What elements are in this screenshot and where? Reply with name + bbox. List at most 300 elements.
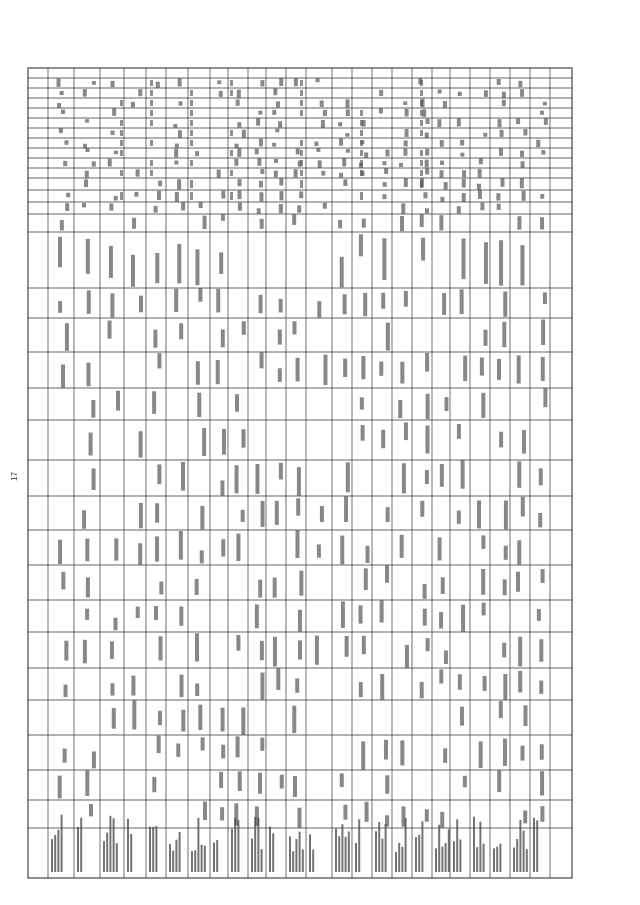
- cell-text-mark: [275, 129, 279, 133]
- cell-text-mark: [154, 206, 158, 213]
- cell-text-mark: [439, 612, 443, 629]
- cell-text-mark: [299, 571, 303, 596]
- cell-text-mark: [63, 161, 67, 166]
- cell-text-mark: [238, 179, 242, 186]
- cell-text-mark: [460, 153, 464, 157]
- description-text-mark: [216, 840, 218, 872]
- cell-text-mark: [462, 170, 466, 177]
- cell-text-mark: [320, 506, 324, 522]
- cell-text-mark: [158, 181, 162, 187]
- cell-text-mark: [457, 118, 461, 126]
- cell-text-mark: [503, 739, 507, 766]
- cell-text-mark: [66, 193, 70, 197]
- header-text-mark: [190, 180, 193, 188]
- cell-text-mark: [241, 510, 245, 522]
- cell-text-mark: [426, 119, 430, 124]
- header-text-mark: [360, 160, 363, 166]
- description-text-mark: [130, 834, 132, 872]
- header-text-mark: [120, 192, 123, 200]
- description-text-mark: [401, 847, 403, 872]
- description-text-mark: [106, 833, 108, 872]
- cell-text-mark: [202, 428, 206, 456]
- cell-text-mark: [521, 161, 525, 168]
- cell-text-mark: [258, 580, 262, 598]
- cell-text-mark: [260, 641, 264, 660]
- cell-text-mark: [443, 748, 447, 763]
- header-text-mark: [230, 80, 233, 86]
- cell-text-mark: [497, 79, 501, 85]
- cell-text-mark: [420, 214, 424, 227]
- cell-text-mark: [242, 429, 246, 447]
- header-text-mark: [120, 120, 123, 126]
- cell-text-mark: [316, 148, 320, 152]
- cell-text-mark: [543, 292, 547, 304]
- cell-text-mark: [405, 129, 409, 137]
- cell-text-mark: [386, 507, 390, 522]
- cell-text-mark: [457, 511, 461, 524]
- cell-text-mark: [59, 128, 63, 133]
- cell-text-mark: [361, 425, 365, 441]
- header-text-mark: [150, 140, 153, 146]
- cell-text-mark: [260, 169, 264, 174]
- description-text-mark: [358, 819, 360, 872]
- description-text-mark: [395, 852, 397, 872]
- cell-text-mark: [279, 178, 283, 185]
- cell-text-mark: [157, 191, 161, 200]
- header-text-mark: [300, 80, 303, 86]
- cell-text-mark: [294, 169, 298, 177]
- cell-text-mark: [520, 89, 524, 97]
- cell-text-mark: [362, 219, 366, 228]
- cell-text-mark: [315, 636, 319, 665]
- cell-text-mark: [219, 252, 223, 273]
- cell-text-mark: [478, 190, 482, 199]
- cell-text-mark: [297, 205, 301, 212]
- cell-text-mark: [179, 606, 183, 625]
- cell-text-mark: [198, 705, 202, 730]
- cell-text-mark: [242, 321, 246, 334]
- header-text-mark: [150, 170, 153, 176]
- cell-text-mark: [400, 362, 404, 384]
- description-text-mark: [57, 830, 59, 872]
- cell-text-mark: [65, 203, 69, 211]
- header-text-mark: [230, 150, 233, 156]
- cell-text-mark: [425, 160, 429, 168]
- cell-text-mark: [61, 572, 65, 590]
- cell-text-mark: [379, 362, 383, 376]
- cell-text-mark: [257, 208, 261, 213]
- cell-text-mark: [111, 81, 115, 87]
- cell-text-mark: [221, 745, 225, 759]
- cell-text-mark: [460, 289, 464, 314]
- header-text-mark: [300, 90, 303, 96]
- cell-text-mark: [382, 238, 386, 280]
- cell-text-mark: [255, 149, 259, 155]
- header-text-mark: [420, 90, 423, 96]
- description-text-mark: [302, 849, 304, 872]
- cell-text-mark: [131, 676, 135, 696]
- cell-text-mark: [86, 363, 90, 387]
- cell-text-mark: [272, 143, 276, 147]
- cell-text-mark: [381, 430, 385, 449]
- cell-text-mark: [174, 161, 178, 165]
- cell-text-mark: [343, 359, 347, 377]
- cell-text-mark: [61, 110, 65, 114]
- cell-text-mark: [293, 776, 297, 797]
- header-text-mark: [190, 192, 193, 200]
- cell-text-mark: [108, 321, 112, 339]
- cell-text-mark: [477, 184, 481, 190]
- description-text-mark: [103, 841, 105, 872]
- cell-text-mark: [138, 89, 142, 96]
- cell-text-mark: [280, 775, 284, 789]
- cell-text-mark: [402, 463, 406, 493]
- cell-text-mark: [256, 118, 260, 126]
- cell-text-mark: [61, 364, 65, 387]
- cell-text-mark: [522, 191, 526, 201]
- cell-text-mark: [176, 743, 180, 756]
- description-text-mark: [272, 833, 274, 872]
- cell-text-mark: [57, 103, 61, 108]
- cell-text-mark: [178, 130, 182, 138]
- cell-text-mark: [58, 301, 62, 313]
- cell-text-mark: [158, 711, 162, 725]
- cell-text-mark: [521, 746, 525, 761]
- description-text-mark: [536, 820, 538, 872]
- cell-text-mark: [540, 771, 544, 795]
- description-text-mark: [194, 850, 196, 872]
- cell-text-mark: [363, 293, 367, 316]
- cell-text-mark: [323, 355, 327, 385]
- description-text-mark: [299, 832, 301, 872]
- cell-text-mark: [276, 668, 280, 690]
- description-text-mark: [179, 832, 181, 872]
- cell-text-mark: [235, 465, 239, 493]
- description-text-mark: [499, 844, 501, 872]
- cell-text-mark: [383, 182, 387, 187]
- cell-text-mark: [517, 461, 521, 487]
- cell-text-mark: [153, 330, 157, 348]
- description-text-mark: [441, 847, 443, 872]
- cell-text-mark: [523, 810, 527, 823]
- cell-text-mark: [257, 158, 261, 166]
- cell-text-mark: [316, 78, 320, 82]
- header-text-mark: [300, 140, 303, 146]
- cell-text-mark: [497, 119, 501, 127]
- cell-text-mark: [340, 773, 344, 787]
- cell-text-mark: [503, 579, 507, 595]
- description-text-mark: [261, 849, 263, 872]
- description-text-mark: [445, 843, 447, 872]
- cell-text-mark: [63, 749, 67, 763]
- cell-text-mark: [346, 99, 350, 107]
- description-text-mark: [51, 839, 53, 872]
- description-text-mark: [80, 818, 82, 872]
- description-text-mark: [201, 845, 203, 872]
- cell-text-mark: [136, 169, 140, 176]
- cell-text-mark: [364, 152, 368, 157]
- description-text-mark: [335, 829, 337, 872]
- cell-text-mark: [518, 671, 522, 692]
- description-text-mark: [453, 841, 455, 872]
- cell-text-mark: [65, 323, 69, 351]
- description-text-mark: [438, 825, 440, 872]
- cell-text-mark: [85, 148, 89, 152]
- cell-text-mark: [278, 121, 282, 127]
- cell-text-mark: [139, 503, 143, 528]
- cell-text-mark: [220, 807, 224, 820]
- cell-text-mark: [440, 812, 444, 828]
- header-text-mark: [420, 160, 423, 166]
- cell-text-mark: [60, 91, 64, 95]
- description-text-mark: [234, 818, 236, 872]
- cell-text-mark: [481, 535, 485, 548]
- cell-text-mark: [540, 744, 544, 760]
- cell-text-mark: [504, 546, 508, 560]
- cell-text-mark: [323, 110, 327, 116]
- cell-text-mark: [482, 603, 486, 616]
- cell-text-mark: [175, 192, 179, 202]
- cell-text-mark: [404, 178, 408, 187]
- cell-text-mark: [484, 242, 488, 284]
- cell-text-mark: [157, 464, 161, 484]
- cell-text-mark: [200, 550, 204, 563]
- header-text-mark: [190, 90, 193, 96]
- cell-text-mark: [341, 601, 345, 627]
- cell-text-mark: [440, 140, 444, 147]
- cell-text-mark: [197, 393, 201, 417]
- cell-text-mark: [543, 102, 547, 106]
- cell-text-mark: [345, 636, 349, 657]
- header-text-mark: [230, 130, 233, 136]
- cell-text-mark: [201, 737, 205, 750]
- cell-text-mark: [86, 577, 90, 597]
- description-text-mark: [375, 831, 377, 872]
- header-text-mark: [230, 90, 233, 96]
- description-text-mark: [355, 843, 357, 872]
- cell-text-mark: [112, 708, 116, 729]
- cell-text-mark: [401, 203, 405, 213]
- header-text-mark: [150, 160, 153, 166]
- cell-text-mark: [381, 293, 385, 309]
- header-text-mark: [190, 130, 193, 136]
- cell-text-mark: [317, 544, 321, 557]
- cell-text-mark: [423, 192, 427, 198]
- description-text-mark: [448, 829, 450, 872]
- cell-text-mark: [217, 80, 221, 84]
- header-text-mark: [190, 160, 193, 166]
- cell-text-mark: [237, 148, 241, 156]
- cell-text-mark: [478, 169, 482, 177]
- cell-text-mark: [477, 500, 481, 528]
- header-text-mark: [300, 110, 303, 116]
- cell-text-mark: [461, 460, 465, 489]
- cell-text-mark: [338, 122, 342, 126]
- cell-text-mark: [64, 641, 68, 661]
- cell-text-mark: [404, 291, 408, 307]
- cell-text-mark: [85, 539, 89, 562]
- description-text-mark: [421, 821, 423, 872]
- cell-text-mark: [523, 705, 527, 726]
- cell-text-mark: [255, 464, 259, 494]
- cell-text-mark: [321, 120, 325, 128]
- description-text-mark: [251, 839, 253, 872]
- cell-text-mark: [384, 168, 388, 174]
- cell-text-mark: [520, 245, 524, 285]
- header-text-mark: [420, 180, 423, 188]
- cell-text-mark: [504, 501, 508, 530]
- description-text-mark: [54, 835, 56, 872]
- cell-text-mark: [440, 197, 444, 202]
- cell-text-mark: [359, 234, 363, 256]
- cell-text-mark: [237, 90, 241, 98]
- cell-text-mark: [400, 535, 404, 558]
- description-text-mark: [269, 826, 271, 872]
- cell-text-mark: [195, 151, 199, 156]
- cell-text-mark: [237, 122, 241, 127]
- cell-text-mark: [540, 217, 544, 229]
- cell-text-mark: [109, 203, 113, 210]
- cell-text-mark: [460, 707, 464, 726]
- cell-text-mark: [139, 296, 143, 313]
- cell-text-mark: [131, 102, 135, 107]
- header-text-mark: [300, 160, 303, 166]
- description-text-mark: [116, 843, 118, 872]
- description-text-mark: [479, 822, 481, 872]
- cell-text-mark: [380, 674, 384, 700]
- cell-text-mark: [379, 109, 383, 114]
- cell-text-mark: [278, 330, 282, 345]
- cell-text-mark: [58, 237, 62, 268]
- cell-text-mark: [60, 220, 64, 230]
- description-text-mark: [513, 848, 515, 872]
- cell-text-mark: [443, 101, 447, 107]
- description-text-mark: [191, 851, 193, 872]
- header-text-mark: [120, 150, 123, 156]
- cell-text-mark: [276, 101, 280, 107]
- cell-text-mark: [234, 159, 238, 166]
- cell-text-mark: [279, 299, 283, 313]
- cell-text-mark: [382, 194, 386, 199]
- cell-text-mark: [116, 391, 120, 411]
- cell-text-mark: [238, 191, 242, 200]
- cell-text-mark: [420, 501, 424, 517]
- cell-text-mark: [260, 80, 264, 86]
- cell-text-mark: [92, 751, 96, 768]
- cell-text-mark: [502, 643, 506, 658]
- cell-text-mark: [220, 480, 224, 495]
- cell-text-mark: [365, 802, 369, 822]
- cell-text-mark: [346, 462, 350, 492]
- cell-text-mark: [64, 685, 68, 697]
- cell-text-mark: [139, 431, 143, 457]
- cell-text-mark: [216, 360, 220, 384]
- cell-text-mark: [463, 776, 467, 788]
- description-text-mark: [172, 851, 174, 872]
- cell-text-mark: [441, 577, 445, 594]
- header-text-mark: [120, 100, 123, 106]
- cell-text-mark: [260, 738, 264, 751]
- description-text-mark: [459, 839, 461, 872]
- cell-text-mark: [64, 140, 68, 144]
- cell-text-mark: [195, 683, 199, 696]
- description-text-mark: [155, 826, 157, 872]
- cell-text-mark: [426, 638, 430, 651]
- description-text-mark: [496, 847, 498, 872]
- cell-text-mark: [483, 676, 487, 691]
- cell-text-mark: [111, 131, 115, 136]
- description-text-mark: [378, 822, 380, 872]
- cell-text-mark: [181, 462, 185, 491]
- cell-text-mark: [386, 323, 390, 351]
- description-text-mark: [61, 815, 63, 872]
- cell-text-mark: [219, 91, 223, 97]
- cell-text-mark: [385, 565, 389, 582]
- cell-text-mark: [320, 100, 324, 107]
- header-text-mark: [420, 150, 423, 156]
- description-text-mark: [381, 839, 383, 872]
- cell-text-mark: [481, 393, 485, 418]
- cell-text-mark: [399, 163, 403, 167]
- cell-text-mark: [404, 140, 408, 146]
- header-text-mark: [230, 170, 233, 176]
- cell-text-mark: [379, 90, 383, 96]
- cell-text-mark: [298, 640, 302, 659]
- cell-text-mark: [294, 78, 298, 86]
- cell-text-mark: [221, 539, 225, 556]
- cell-text-mark: [499, 432, 503, 448]
- cell-text-mark: [502, 92, 506, 98]
- cell-text-mark: [364, 568, 368, 590]
- cell-text-mark: [203, 801, 207, 819]
- cell-text-mark: [420, 682, 424, 698]
- cell-text-mark: [523, 129, 527, 135]
- cell-text-mark: [92, 161, 96, 166]
- description-text-mark: [312, 850, 314, 872]
- cell-text-mark: [195, 249, 199, 285]
- description-text-mark: [341, 824, 343, 872]
- cell-text-mark: [152, 777, 156, 792]
- header-text-mark: [360, 170, 363, 176]
- description-text-mark: [519, 820, 521, 872]
- cell-text-mark: [299, 191, 303, 198]
- cell-text-mark: [538, 513, 542, 527]
- cell-text-mark: [339, 138, 343, 145]
- cell-text-mark: [177, 244, 181, 283]
- cell-text-mark: [359, 605, 363, 623]
- cell-text-mark: [540, 111, 544, 115]
- header-text-mark: [360, 140, 363, 146]
- cell-text-mark: [296, 358, 300, 382]
- cell-text-mark: [279, 463, 283, 480]
- description-text-mark: [149, 827, 151, 872]
- cell-text-mark: [520, 178, 524, 188]
- cell-text-mark: [340, 257, 344, 287]
- description-text-mark: [473, 817, 475, 872]
- cell-text-mark: [85, 771, 89, 796]
- cell-text-mark: [359, 682, 363, 697]
- cell-text-mark: [222, 429, 226, 455]
- cell-text-mark: [361, 356, 365, 379]
- cell-text-mark: [181, 710, 185, 732]
- cell-text-mark: [85, 119, 89, 123]
- cell-text-mark: [425, 208, 429, 213]
- cell-text-mark: [384, 740, 388, 760]
- cell-text-mark: [440, 170, 444, 178]
- cell-text-mark: [502, 100, 506, 107]
- description-text-mark: [533, 818, 535, 872]
- cell-text-mark: [439, 215, 443, 230]
